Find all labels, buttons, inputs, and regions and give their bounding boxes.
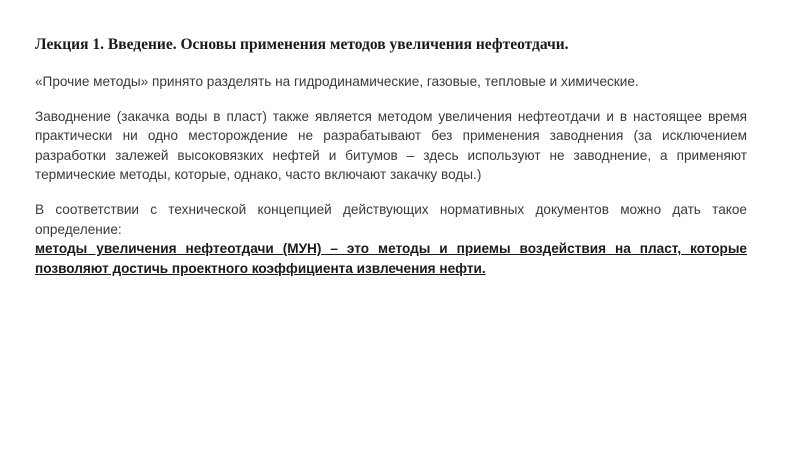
slide-title: Лекция 1. Введение. Основы применения методов увеличения нефтеотдачи. [35, 36, 569, 53]
definition-eor: методы увеличения нефтеотдачи (МУН) – это методы и приемы воздействия на пласт, которые позволяют достичь проектного коэффициента извлечения нефти. [35, 241, 747, 276]
paragraph-gap [35, 92, 747, 107]
slide-body [35, 72, 747, 278]
paragraph-concept: В соответствии с технической концепцией действующих нормативных документов можно дать такое определение: [35, 201, 747, 237]
paragraph-gap [35, 185, 747, 200]
paragraph-other-methods: «Прочие методы» принято разделять на гидродинамические, газовые, тепловые и химические. [35, 74, 639, 89]
paragraph-waterflooding: Заводнение (закачка воды в пласт) также является методом увеличения нефтеотдачи и в настоящее время практически ни одно месторождение не разрабатывают без применения заводнения (за исключением разработки залежей высоковязких нефтей и битумов – здесь используют не заводнение, а применяют термические методы, которые, однако, часто включают закачку воды.) [35, 108, 747, 183]
